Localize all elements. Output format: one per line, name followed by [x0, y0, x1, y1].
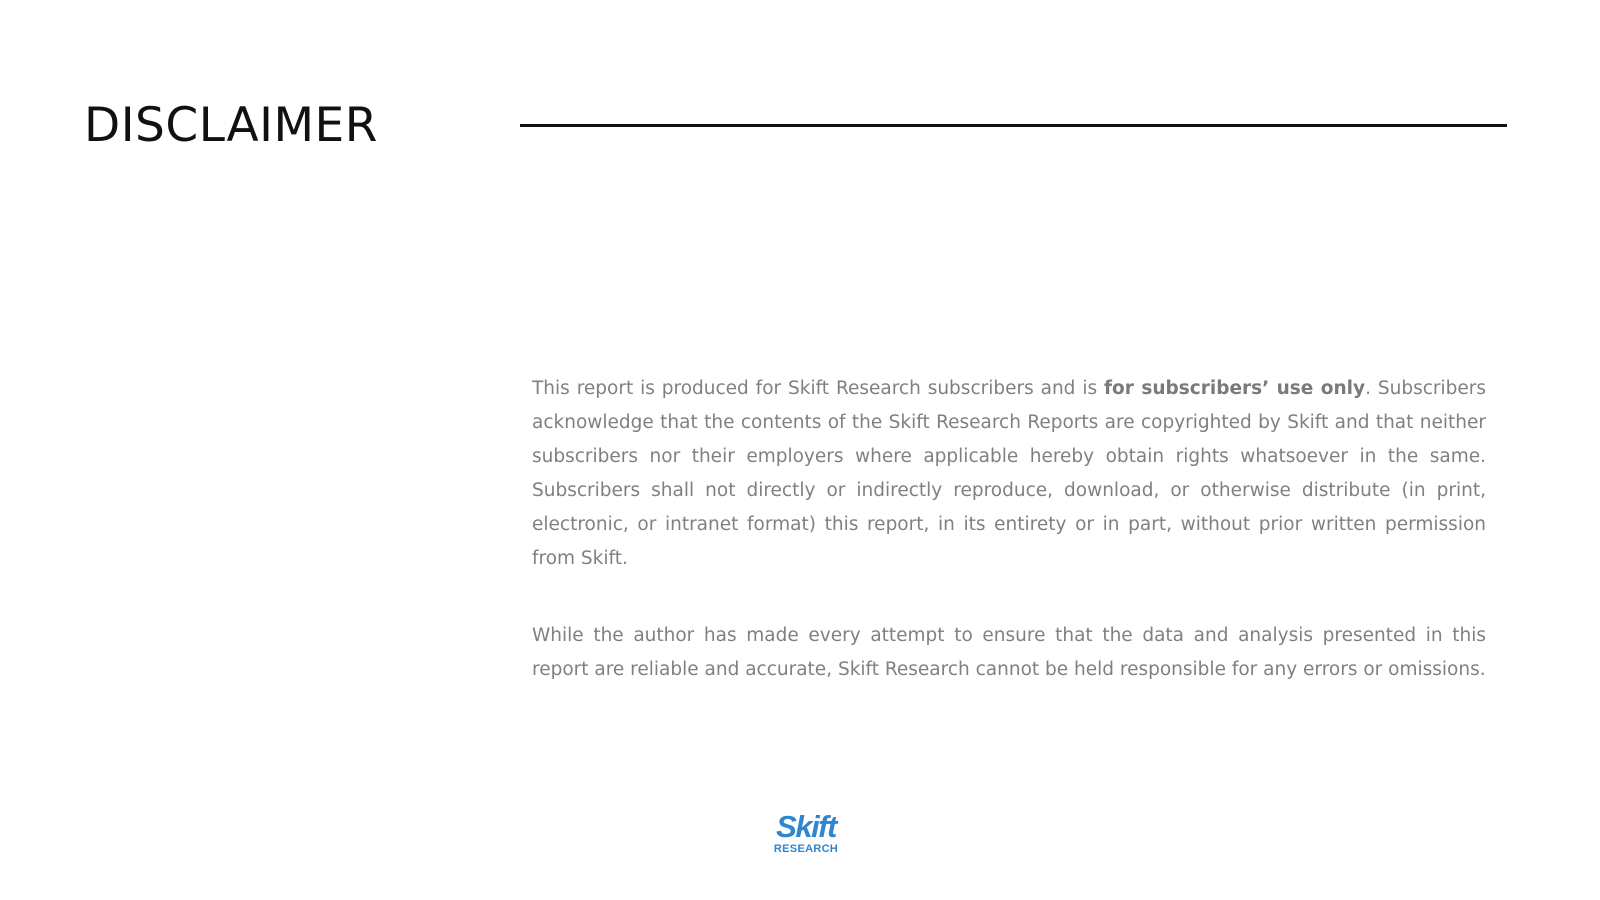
disclaimer-p1-text-end: . Subscribers acknowledge that the contents of the Skift Research Reports are copyrighted by Skift and that neither subscribers nor their employers where applicable hereby obtain rights whatsoever in the same. Subscribers shall not directly or indirectly reproduce, download, or otherwise distribute (in print, electronic, or intranet format) this report, in its entirety or in part, without prior written permission from Skift.: [532, 378, 1486, 569]
page-title: DISCLAIMER: [84, 98, 378, 153]
disclaimer-body: [532, 372, 1486, 730]
disclaimer-p1-emphasis: for subscribers’ use only: [1104, 378, 1366, 399]
skift-research-logo: [766, 809, 846, 860]
logo-subtitle: RESEARCH: [773, 843, 839, 855]
disclaimer-p1-text-start: This report is produced for Skift Research subscribers and is: [532, 378, 1104, 399]
logo-wordmark: Skift: [776, 809, 836, 844]
disclaimer-paragraph-2: While the author has made every attempt to ensure that the data and analysis presented in this report are reliable and accurate, Skift Research cannot be held responsible for any errors or omissions.: [532, 625, 1486, 680]
disclaimer-paragraph-1: [532, 372, 1486, 576]
title-divider: [520, 124, 1507, 127]
